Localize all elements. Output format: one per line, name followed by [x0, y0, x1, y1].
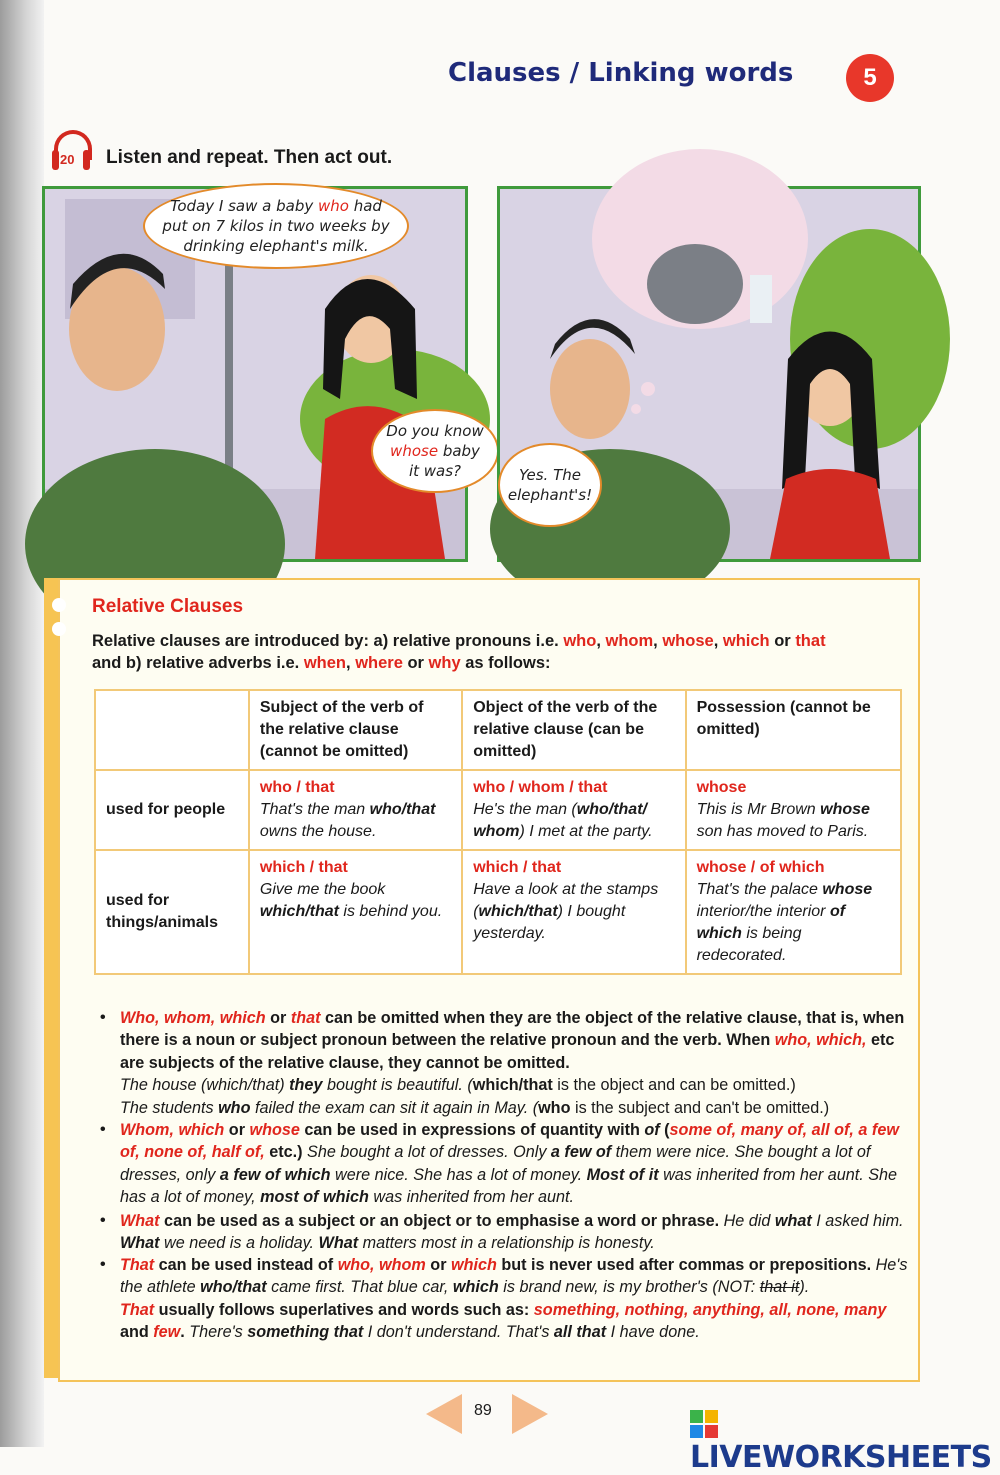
rule-bullet-3: • What can be used as a subject or an object or to emphasise a word or phrase. He did what I asked him. What we need is a holiday. What matters most in a relationship is honesty. — [100, 1212, 904, 1253]
table-cell: who / that That's the man who/that owns the house. — [249, 770, 462, 850]
table-cell: which / that Give me the book which/that is behind you. — [249, 850, 462, 974]
grammar-heading: Relative Clauses — [92, 596, 244, 617]
table-row — [95, 850, 901, 974]
rule-bullet-1: • Who, whom, which or that can be omitted when they are the object of the relative clause, that is, when there is a noun or subject pronoun between the relative pronoun and the verb. When who, which, etc are subjects of the relative clause, they cannot be omitted. The house (which/that) they bought is beautiful. (which/that is the object and can be omitted.) The students who failed the exam can sit it again in May. (who is the subject and can't be omitted.) — [100, 1009, 905, 1117]
header-object: Object of the verb of the relative clause (can be omitted) — [462, 690, 685, 770]
page-prev-arrow — [426, 1394, 462, 1434]
unit-number-badge: 5 — [846, 54, 894, 102]
table-cell: whose / of which That's the palace whose interior/the interior of which is being redecorated. — [686, 850, 901, 974]
bullet-icon: • — [100, 1256, 106, 1273]
table-cell: who / whom / that He's the man (who/that/ whom) I met at the party. — [462, 770, 685, 850]
speech-bubble-woman-1: Do you know whose baby it was? — [371, 409, 499, 493]
page-next-arrow — [512, 1394, 548, 1434]
relative-clauses-table — [94, 689, 902, 975]
box-dot-2 — [52, 622, 66, 636]
track-number: 20 — [60, 152, 75, 167]
liveworksheets-logo-icon — [690, 1410, 718, 1438]
headphones-left-ear — [52, 150, 59, 170]
comic-panel-2 — [497, 186, 921, 562]
row-label-people: used for people — [95, 770, 249, 850]
speech-bubble-man-1: Today I saw a baby who had put on 7 kilos in two weeks by drinking elephant's milk. — [143, 183, 409, 269]
liveworksheets-logo — [690, 1405, 1000, 1475]
headphones-icon[interactable] — [46, 130, 96, 174]
speech-bubble-man-2: Yes. The elephant's! — [498, 443, 602, 527]
bullet-icon: • — [100, 1009, 106, 1026]
rule-bullet-4: • That can be used instead of who, whom or which but is never used after commas or prepositions. He's the athlete who/that came first. That blue car, which is brand new, is my brother's (NOT: that it). That usually follows superlatives and words such as: something, nothing, anything, all, none, many and few. There's something that I don't understand. That's all that I have done. — [100, 1256, 908, 1342]
page-number: 89 — [474, 1402, 492, 1419]
bullet-icon: • — [100, 1121, 106, 1138]
liveworksheets-brand-text: LIVEWORKSHEETS — [690, 1440, 992, 1475]
table-cell: which / that Have a look at the stamps (which/that) I bought yesterday. — [462, 850, 685, 974]
headphones-right-ear — [83, 150, 90, 170]
bullet-icon: • — [100, 1212, 106, 1229]
table-row — [95, 770, 901, 850]
header-possession: Possession (cannot be omitted) — [686, 690, 901, 770]
header-subject: Subject of the verb of the relative clause (cannot be omitted) — [249, 690, 462, 770]
table-cell: whose This is Mr Brown whose son has moved to Paris. — [686, 770, 901, 850]
exercise-instruction: Listen and repeat. Then act out. — [106, 147, 393, 168]
rule-bullet-2: • Whom, which or whose can be used in expressions of quantity with of (some of, many of, all of, a few of, none of, half of, etc.) She bought a lot of dresses. Only a few of them were nice. She bought a lot of dresses, only a few of which were nice. She has a lot of money. Most of it was inherited from her aunt. She has a lot of money, most of which was inherited from her aunt. — [100, 1121, 899, 1207]
table-header-row — [95, 690, 901, 770]
grammar-intro: Relative clauses are introduced by: a) relative pronouns i.e. who, whom, whose, which or that and b) relative adverbs i.e. when, where or why as follows: — [92, 632, 826, 672]
book-spine-shadow — [0, 0, 44, 1447]
row-label-things: used for things/animals — [95, 850, 249, 974]
table-corner-cell — [95, 690, 249, 770]
comic-panel-1 — [42, 186, 484, 562]
page-title: Clauses / Linking words — [448, 58, 794, 88]
box-dot-1 — [52, 598, 66, 612]
